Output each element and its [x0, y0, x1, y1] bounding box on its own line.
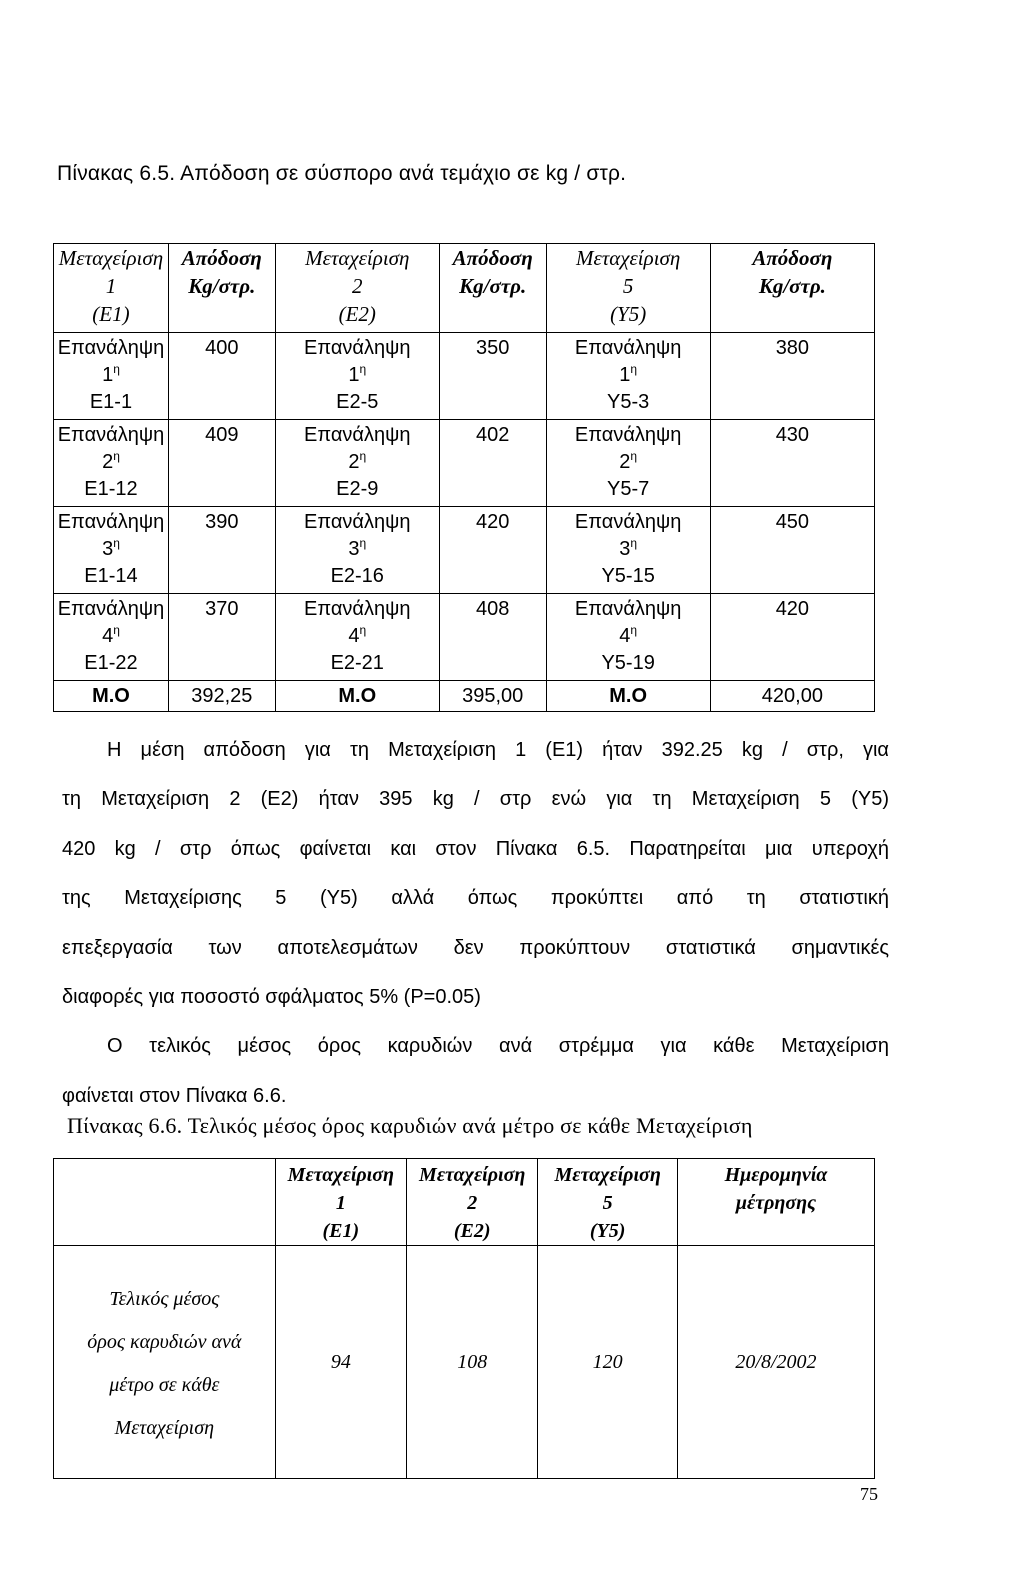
empty-header-cell	[54, 1159, 276, 1246]
rep-cell: Επανάληψη $3^\eta$ Ε1-14	[54, 507, 169, 594]
value-date: 20/8/2002	[677, 1246, 874, 1479]
table-6-5-caption: Πίνακας 6.5. Απόδοση σε σύσπορο ανά τεμάχιο σε kg / στρ.	[57, 162, 627, 185]
average-row	[54, 681, 875, 712]
paragraph-line: επεξεργασία των αποτελεσμάτων δεν προκύπτουν στατιστικά σημαντικές	[62, 936, 889, 959]
yield-value: 380	[710, 333, 874, 420]
paragraph-line: της Μεταχείρισης 5 (Υ5) αλλά όπως προκύπτει από τη στατιστική	[62, 887, 889, 910]
rep-cell: Επανάληψη $2^\eta$ Υ5-7	[546, 420, 710, 507]
average-label: Μ.Ο	[54, 681, 169, 712]
yield-value: 409	[168, 420, 275, 507]
header-treatment-5: Μεταχείριση 5 (Υ5)	[538, 1159, 678, 1246]
body-paragraph	[62, 726, 889, 1121]
table-row	[54, 1246, 875, 1479]
header-treatment-1: Μεταχείριση 1 (Ε1)	[54, 244, 169, 333]
table-row	[54, 420, 875, 507]
header-treatment-5: Μεταχείριση 5 (Υ5)	[546, 244, 710, 333]
rep-cell: Επανάληψη $3^\eta$ Υ5-15	[546, 507, 710, 594]
paragraph-line: Ο τελικός μέσος όρος καρυδιών ανά στρέμμα για κάθε Μεταχείριση	[107, 1035, 889, 1058]
rep-cell: Επανάληψη $4^\eta$ Ε1-22	[54, 594, 169, 681]
yield-value: 402	[439, 420, 546, 507]
header-treatment-2: Μεταχείριση 2 (Ε2)	[407, 1159, 538, 1246]
table-6-6-caption: Πίνακας 6.6. Τελικός μέσος όρος καρυδιών ανά μέτρο σε κάθε Μεταχείριση	[67, 1113, 753, 1138]
header-measurement-date: Ημερομηνία μέτρησης	[677, 1159, 874, 1246]
rep-cell: Επανάληψη $3^\eta$ Ε2-16	[275, 507, 439, 594]
value-treatment-1: 94	[275, 1246, 406, 1479]
yield-value: 420	[710, 594, 874, 681]
yield-value: 350	[439, 333, 546, 420]
paragraph-line: Η μέση απόδοση για τη Μεταχείριση 1 (Ε1) ήταν 392.25 kg / στρ, για	[107, 739, 889, 761]
rep-cell: Επανάληψη $2^\eta$ Ε2-9	[275, 420, 439, 507]
average-value: 420,00	[710, 681, 874, 712]
header-yield-5: Απόδοση Kg/στρ.	[710, 244, 874, 333]
average-label: Μ.Ο	[546, 681, 710, 712]
yield-value: 370	[168, 594, 275, 681]
average-value: 392,25	[168, 681, 275, 712]
rep-cell: Επανάληψη $2^\eta$ Ε1-12	[54, 420, 169, 507]
average-value: 395,00	[439, 681, 546, 712]
rep-cell: Επανάληψη $1^\eta$ Ε2-5	[275, 333, 439, 420]
rep-cell: Επανάληψη $1^\eta$ Ε1-1	[54, 333, 169, 420]
table-row	[54, 594, 875, 681]
final-average-table	[53, 1158, 875, 1479]
value-treatment-2: 108	[407, 1246, 538, 1479]
table-row	[54, 507, 875, 594]
page-number: 75	[860, 1484, 878, 1504]
rep-cell: Επανάληψη $4^\eta$ Ε2-21	[275, 594, 439, 681]
table-header-row	[54, 1159, 875, 1246]
rep-cell: Επανάληψη $1^\eta$ Υ5-3	[546, 333, 710, 420]
header-yield-1: Απόδοση Kg/στρ.	[168, 244, 275, 333]
paragraph-line: 420 kg / στρ όπως φαίνεται και στον Πίνακα 6.5. Παρατηρείται μια υπεροχή	[62, 837, 889, 860]
header-yield-2: Απόδοση Kg/στρ.	[439, 244, 546, 333]
yield-value: 450	[710, 507, 874, 594]
paragraph-line: τη Μεταχείριση 2 (Ε2) ήταν 395 kg / στρ ενώ για τη Μεταχείριση 5 (Υ5)	[62, 788, 889, 811]
value-treatment-5: 120	[538, 1246, 678, 1479]
paragraph-line: φαίνεται στον Πίνακα 6.6.	[62, 1084, 287, 1107]
yield-value: 408	[439, 594, 546, 681]
yield-table	[53, 243, 875, 712]
table-row	[54, 333, 875, 420]
row-label: Τελικός μέσος όρος καρυδιών ανά μέτρο σε κάθε Μεταχείριση	[54, 1246, 276, 1479]
table-header-row	[54, 244, 875, 333]
yield-value: 390	[168, 507, 275, 594]
rep-cell: Επανάληψη $4^\eta$ Υ5-19	[546, 594, 710, 681]
yield-value: 420	[439, 507, 546, 594]
average-label: Μ.Ο	[275, 681, 439, 712]
yield-value: 430	[710, 420, 874, 507]
header-treatment-1: Μεταχείριση 1 (Ε1)	[275, 1159, 406, 1246]
header-treatment-2: Μεταχείριση 2 (Ε2)	[275, 244, 439, 333]
yield-value: 400	[168, 333, 275, 420]
paragraph-line: διαφορές για ποσοστό σφάλματος 5% (P=0.05)	[62, 986, 481, 1009]
